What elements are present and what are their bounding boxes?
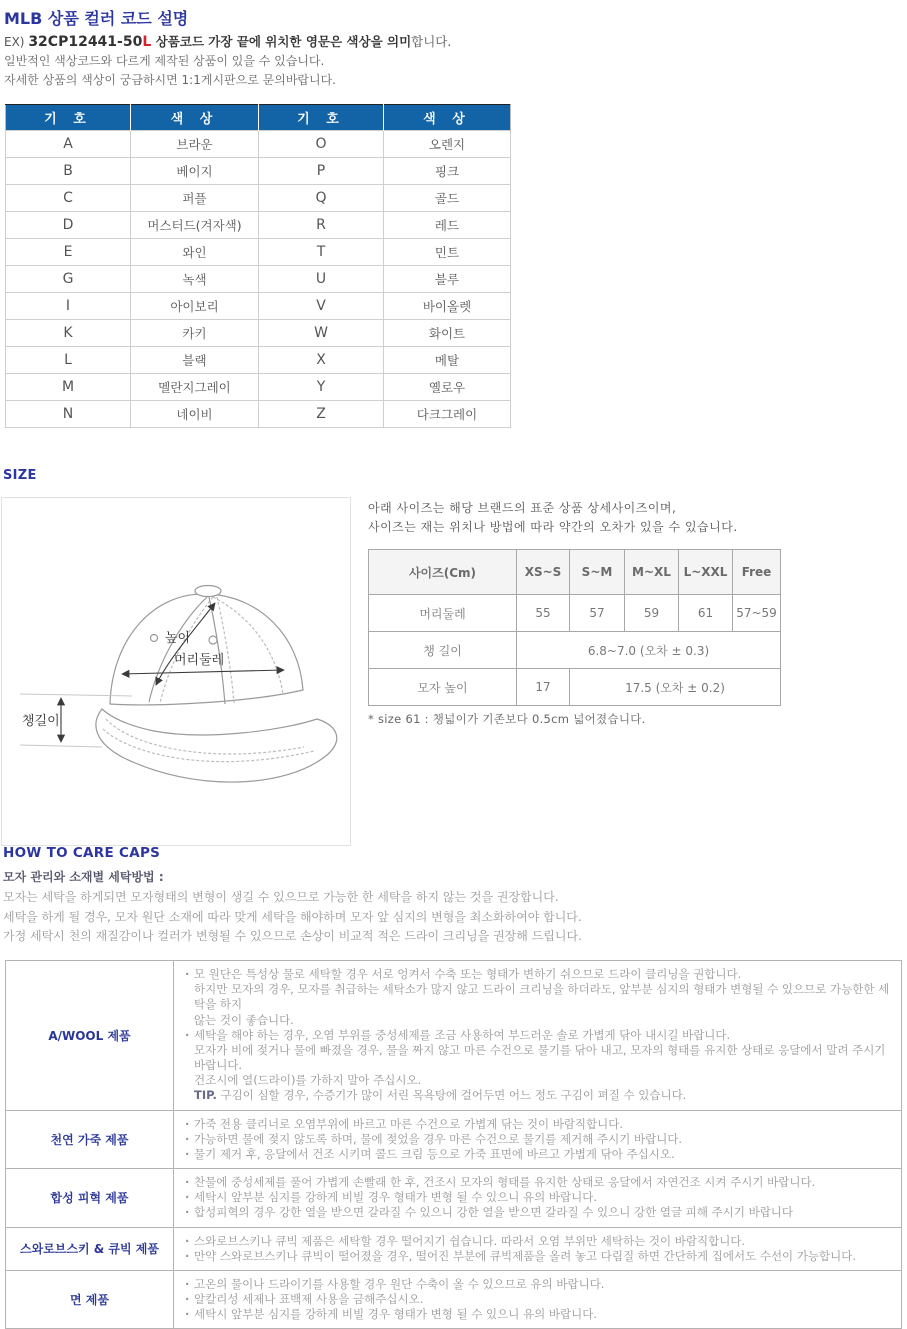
color-table-row bbox=[6, 185, 511, 212]
color-code-cell: V bbox=[259, 293, 384, 320]
care-instructions-table bbox=[5, 960, 902, 1329]
example-color-letter: L bbox=[142, 34, 152, 50]
size-table-header: XS~S bbox=[517, 550, 570, 595]
care-instruction-line: · 찬물에 중성세제를 풀어 가볍게 손빨래 한 후, 건조시 모자의 형태를 유지한 상태로 응달에서 자연건조 시켜 주시기 바랍니다. bbox=[184, 1175, 891, 1190]
color-table-row bbox=[6, 293, 511, 320]
color-name-cell: 바이올렛 bbox=[384, 293, 511, 320]
size-intro-text bbox=[368, 499, 738, 537]
color-code-cell: C bbox=[6, 185, 131, 212]
color-name-cell: 오렌지 bbox=[384, 131, 511, 158]
care-category-label: 합성 피혁 제품 bbox=[6, 1169, 174, 1228]
care-intro-text bbox=[3, 888, 582, 947]
color-code-cell: X bbox=[259, 347, 384, 374]
color-name-cell: 네이비 bbox=[131, 401, 259, 428]
color-table-row bbox=[6, 131, 511, 158]
color-name-cell: 핑크 bbox=[384, 158, 511, 185]
size-table-row bbox=[369, 632, 781, 669]
care-intro-line: 가정 세탁시 천의 재질감이나 컬러가 변형될 수 있으므로 손상이 비교적 적은 드라이 크리닝을 권장해 드립니다. bbox=[3, 929, 582, 943]
color-code-cell: W bbox=[259, 320, 384, 347]
care-category-label: 면 제품 bbox=[6, 1270, 174, 1329]
color-name-cell: 레드 bbox=[384, 212, 511, 239]
page-title: MLB 상품 컬러 코드 설명 bbox=[4, 9, 189, 28]
color-name-cell: 카키 bbox=[131, 320, 259, 347]
care-instruction-line: · 스와로브스키나 큐빅 제품은 세탁할 경우 떨어지기 쉽습니다. 따라서 오염 부위만 세탁하는 것이 바람직합니다. bbox=[184, 1234, 891, 1249]
color-table-header: 색 상 bbox=[131, 105, 259, 131]
size-value-cell: 55 bbox=[517, 595, 570, 632]
color-code-description bbox=[4, 32, 451, 90]
cap-crown-outline bbox=[110, 594, 303, 705]
care-instructions-cell bbox=[174, 1227, 902, 1270]
color-table-header: 기 호 bbox=[6, 105, 131, 131]
size-value-cell: 59 bbox=[625, 595, 679, 632]
color-code-cell: N bbox=[6, 401, 131, 428]
color-code-cell: M bbox=[6, 374, 131, 401]
color-code-table bbox=[5, 104, 511, 428]
color-table-row bbox=[6, 347, 511, 374]
color-code-cell: Q bbox=[259, 185, 384, 212]
size-table-row bbox=[369, 595, 781, 632]
color-table-head-row bbox=[6, 105, 511, 131]
color-table-row bbox=[6, 158, 511, 185]
care-instruction-line: · 고온의 물이나 드라이기를 사용할 경우 원단 수축이 올 수 있으므로 유의 바랍니다. bbox=[184, 1277, 891, 1292]
care-instruction-line: · 만약 스와로브스키나 큐빅이 떨어졌을 경우, 떨어진 부분에 큐빅제품을 올려 놓고 다림질 하면 간단하게 집에서도 수선이 가능합니다. bbox=[184, 1249, 891, 1264]
color-code-cell: O bbox=[259, 131, 384, 158]
care-table-row bbox=[6, 961, 902, 1111]
example-product-code: 32CP12441-50 bbox=[28, 34, 143, 50]
care-instruction-line: · 세탁시 앞부분 심지를 강하게 비빌 경우 형태가 변형 될 수 있으니 유의 바랍니다. bbox=[184, 1307, 891, 1322]
care-instruction-line: 건조시에 열(드라이)를 가하지 말아 주십시오. bbox=[194, 1073, 422, 1088]
example-bold-text: 상품코드 가장 끝에 위치한 영문은 색상을 의미 bbox=[151, 34, 412, 49]
color-code-cell: K bbox=[6, 320, 131, 347]
color-name-cell: 머스터드(겨자색) bbox=[131, 212, 259, 239]
color-code-cell: R bbox=[259, 212, 384, 239]
care-instructions-cell bbox=[174, 961, 902, 1111]
care-instruction-line: · 모 원단은 특성상 물로 세탁할 경우 서로 엉켜서 수축 또는 형태가 변하기 쉬으므로 드라이 클리닝을 권합니다. bbox=[184, 967, 891, 982]
color-name-cell: 와인 bbox=[131, 239, 259, 266]
color-code-cell: Z bbox=[259, 401, 384, 428]
color-name-cell: 메탈 bbox=[384, 347, 511, 374]
size-table-header: 사이즈(Cm) bbox=[369, 550, 517, 595]
care-intro-line: 모자는 세탁을 하게되면 모자형태의 변형이 생길 수 있으므로 가능한 한 세탁을 하지 않는 것을 권장합니다. bbox=[3, 890, 559, 904]
care-category-label: 스와로브스키 & 큐빅 제품 bbox=[6, 1227, 174, 1270]
color-code-cell: D bbox=[6, 212, 131, 239]
care-table-row bbox=[6, 1169, 902, 1228]
care-instruction-line: 모자가 비에 젖거나 물에 빠졌을 경우, 물을 짜지 않고 마른 수건으로 물기를 닦아 내고, 모자의 형태를 유지한 상태로 응달에서 말려 주시기 바랍니다. bbox=[194, 1042, 886, 1073]
size-row-label: 모자 높이 bbox=[369, 669, 517, 706]
size-row-label: 챙 길이 bbox=[369, 632, 517, 669]
color-code-cell: T bbox=[259, 239, 384, 266]
brim-length-label: 챙길이 bbox=[22, 714, 60, 729]
care-instruction-line: · 합성피혁의 경우 강한 열을 받으면 갈라질 수 있으니 강한 열을 받으면 갈라질 수 있으니 강한 열글 피해 주시기 바랍니다 bbox=[184, 1205, 891, 1220]
care-table-row bbox=[6, 1270, 902, 1329]
color-name-cell: 블랙 bbox=[131, 347, 259, 374]
description-line: 자세한 상품의 색상이 궁금하시면 1:1게시판으로 문의바랍니다. bbox=[4, 73, 337, 87]
color-code-cell: G bbox=[6, 266, 131, 293]
care-instruction-line: 하지만 모자의 경우, 모자를 취급하는 세탁소가 많지 않고 드라이 크리닝을 하더라도, 앞부분 심지의 형태가 변형될 수 있으므로 가능한한 세탁을 하지 bbox=[194, 982, 890, 1012]
care-section-heading: HOW TO CARE CAPS bbox=[3, 845, 161, 861]
size-table-header: Free bbox=[733, 550, 781, 595]
color-name-cell: 멜란지그레이 bbox=[131, 374, 259, 401]
size-table-header: M~XL bbox=[625, 550, 679, 595]
height-label: 높이 bbox=[165, 631, 191, 646]
color-name-cell: 베이지 bbox=[131, 158, 259, 185]
size-value-cell: 17.5 (오차 ± 0.2) bbox=[570, 669, 781, 706]
care-instruction-line: TIP. 구김이 심할 경우, 수증기가 많이 서린 목욕탕에 걸어두면 어느 정도 구김이 펴질 수 있습니다. bbox=[194, 1088, 687, 1103]
size-table-header: S~M bbox=[570, 550, 625, 595]
care-instruction-line: · 세탁시 앞부분 심지를 강하게 비빌 경우 형태가 변형 될 수 있으니 유의 바랍니다. bbox=[184, 1190, 891, 1205]
color-table-row bbox=[6, 266, 511, 293]
color-name-cell: 블루 bbox=[384, 266, 511, 293]
care-instruction-line: · 세탁을 해야 하는 경우, 오염 부위를 중성세제를 조금 사용하여 부드러운 솔로 가볍게 닦아 내시길 바랍니다. bbox=[184, 1028, 891, 1043]
care-subheading: 모자 관리와 소재별 세탁방법 : bbox=[3, 870, 164, 884]
size-row-label: 머리둘레 bbox=[369, 595, 517, 632]
color-table-row bbox=[6, 374, 511, 401]
care-instruction-line: · 물기 제거 후, 응달에서 건조 시키며 콜드 크림 등으로 가죽 표면에 바르고 가볍게 닦아 주십시오. bbox=[184, 1147, 891, 1162]
care-instruction-line: 않는 것이 좋습니다. bbox=[194, 1012, 294, 1027]
size-note: * size 61 : 챙넓이가 기존보다 0.5cm 넓어졌습니다. bbox=[368, 712, 646, 726]
size-value-cell: 57 bbox=[570, 595, 625, 632]
care-table-row bbox=[6, 1110, 902, 1169]
size-intro-line: 사이즈는 재는 위치나 방법에 따라 약간의 오차가 있을 수 있습니다. bbox=[368, 520, 738, 534]
care-instruction-line: · 가죽 전용 클리너로 오염부위에 바르고 마른 수건으로 가볍게 닦는 것이 바람직합니다. bbox=[184, 1117, 891, 1132]
care-instructions-cell bbox=[174, 1270, 902, 1329]
example-code-line bbox=[4, 32, 451, 52]
color-table-row bbox=[6, 239, 511, 266]
color-table-row bbox=[6, 320, 511, 347]
care-table-row bbox=[6, 1227, 902, 1270]
example-tail-text: 합니다. bbox=[411, 34, 452, 49]
care-table-body bbox=[6, 961, 902, 1329]
cap-brim-outline bbox=[96, 709, 337, 782]
color-name-cell: 녹색 bbox=[131, 266, 259, 293]
color-code-cell: I bbox=[6, 293, 131, 320]
cap-diagram bbox=[2, 498, 350, 845]
color-name-cell: 화이트 bbox=[384, 320, 511, 347]
size-table-row bbox=[369, 669, 781, 706]
color-name-cell: 아이보리 bbox=[131, 293, 259, 320]
color-name-cell: 옐로우 bbox=[384, 374, 511, 401]
color-name-cell: 다크그레이 bbox=[384, 401, 511, 428]
example-prefix: EX) bbox=[4, 35, 29, 49]
size-table-header: L~XXL bbox=[679, 550, 733, 595]
size-section-heading: SIZE bbox=[3, 468, 37, 483]
size-table-body bbox=[369, 595, 781, 706]
size-table-head-row bbox=[369, 550, 781, 595]
color-table-body bbox=[6, 131, 511, 428]
care-instruction-line: · 가능하면 물에 젖지 않도록 하며, 물에 젖었을 경우 마른 수건으로 물기를 제거해 주시기 바랍니다. bbox=[184, 1132, 891, 1147]
care-category-label: A/WOOL 제품 bbox=[6, 961, 174, 1111]
color-code-cell: Y bbox=[259, 374, 384, 401]
care-intro-line: 세탁을 하게 될 경우, 모자 원단 소재에 따라 맞게 세탁을 해야하며 모자 앞 심지의 변형을 최소화하여야 합니다. bbox=[3, 909, 582, 924]
care-instruction-line: · 알칼리성 세제나 표백제 사용을 금해주십시오. bbox=[184, 1292, 891, 1307]
color-code-cell: U bbox=[259, 266, 384, 293]
color-table-row bbox=[6, 401, 511, 428]
color-code-cell: E bbox=[6, 239, 131, 266]
care-category-label: 천연 가죽 제품 bbox=[6, 1110, 174, 1169]
color-code-cell: L bbox=[6, 347, 131, 374]
color-name-cell: 퍼플 bbox=[131, 185, 259, 212]
color-name-cell: 민트 bbox=[384, 239, 511, 266]
size-value-cell: 57~59 bbox=[733, 595, 781, 632]
color-name-cell: 브라운 bbox=[131, 131, 259, 158]
color-code-cell: B bbox=[6, 158, 131, 185]
circumference-label: 머리둘레 bbox=[174, 653, 225, 668]
size-value-cell: 6.8~7.0 (오차 ± 0.3) bbox=[517, 632, 781, 669]
color-name-cell: 골드 bbox=[384, 185, 511, 212]
care-instructions-cell bbox=[174, 1169, 902, 1228]
color-table-row bbox=[6, 212, 511, 239]
cap-diagram-box bbox=[1, 497, 351, 846]
description-line: 일반적인 색상코드와 다르게 제작된 상품이 있을 수 있습니다. bbox=[4, 54, 325, 68]
color-code-cell: A bbox=[6, 131, 131, 158]
color-table-header: 색 상 bbox=[384, 105, 511, 131]
cap-button bbox=[195, 586, 221, 597]
size-value-cell: 17 bbox=[517, 669, 570, 706]
color-code-cell: P bbox=[259, 158, 384, 185]
size-value-cell: 61 bbox=[679, 595, 733, 632]
color-table-header: 기 호 bbox=[259, 105, 384, 131]
size-spec-table bbox=[368, 549, 781, 706]
size-intro-line: 아래 사이즈는 해당 브랜드의 표준 상품 상세사이즈이며, bbox=[368, 501, 677, 515]
care-instructions-cell bbox=[174, 1110, 902, 1169]
